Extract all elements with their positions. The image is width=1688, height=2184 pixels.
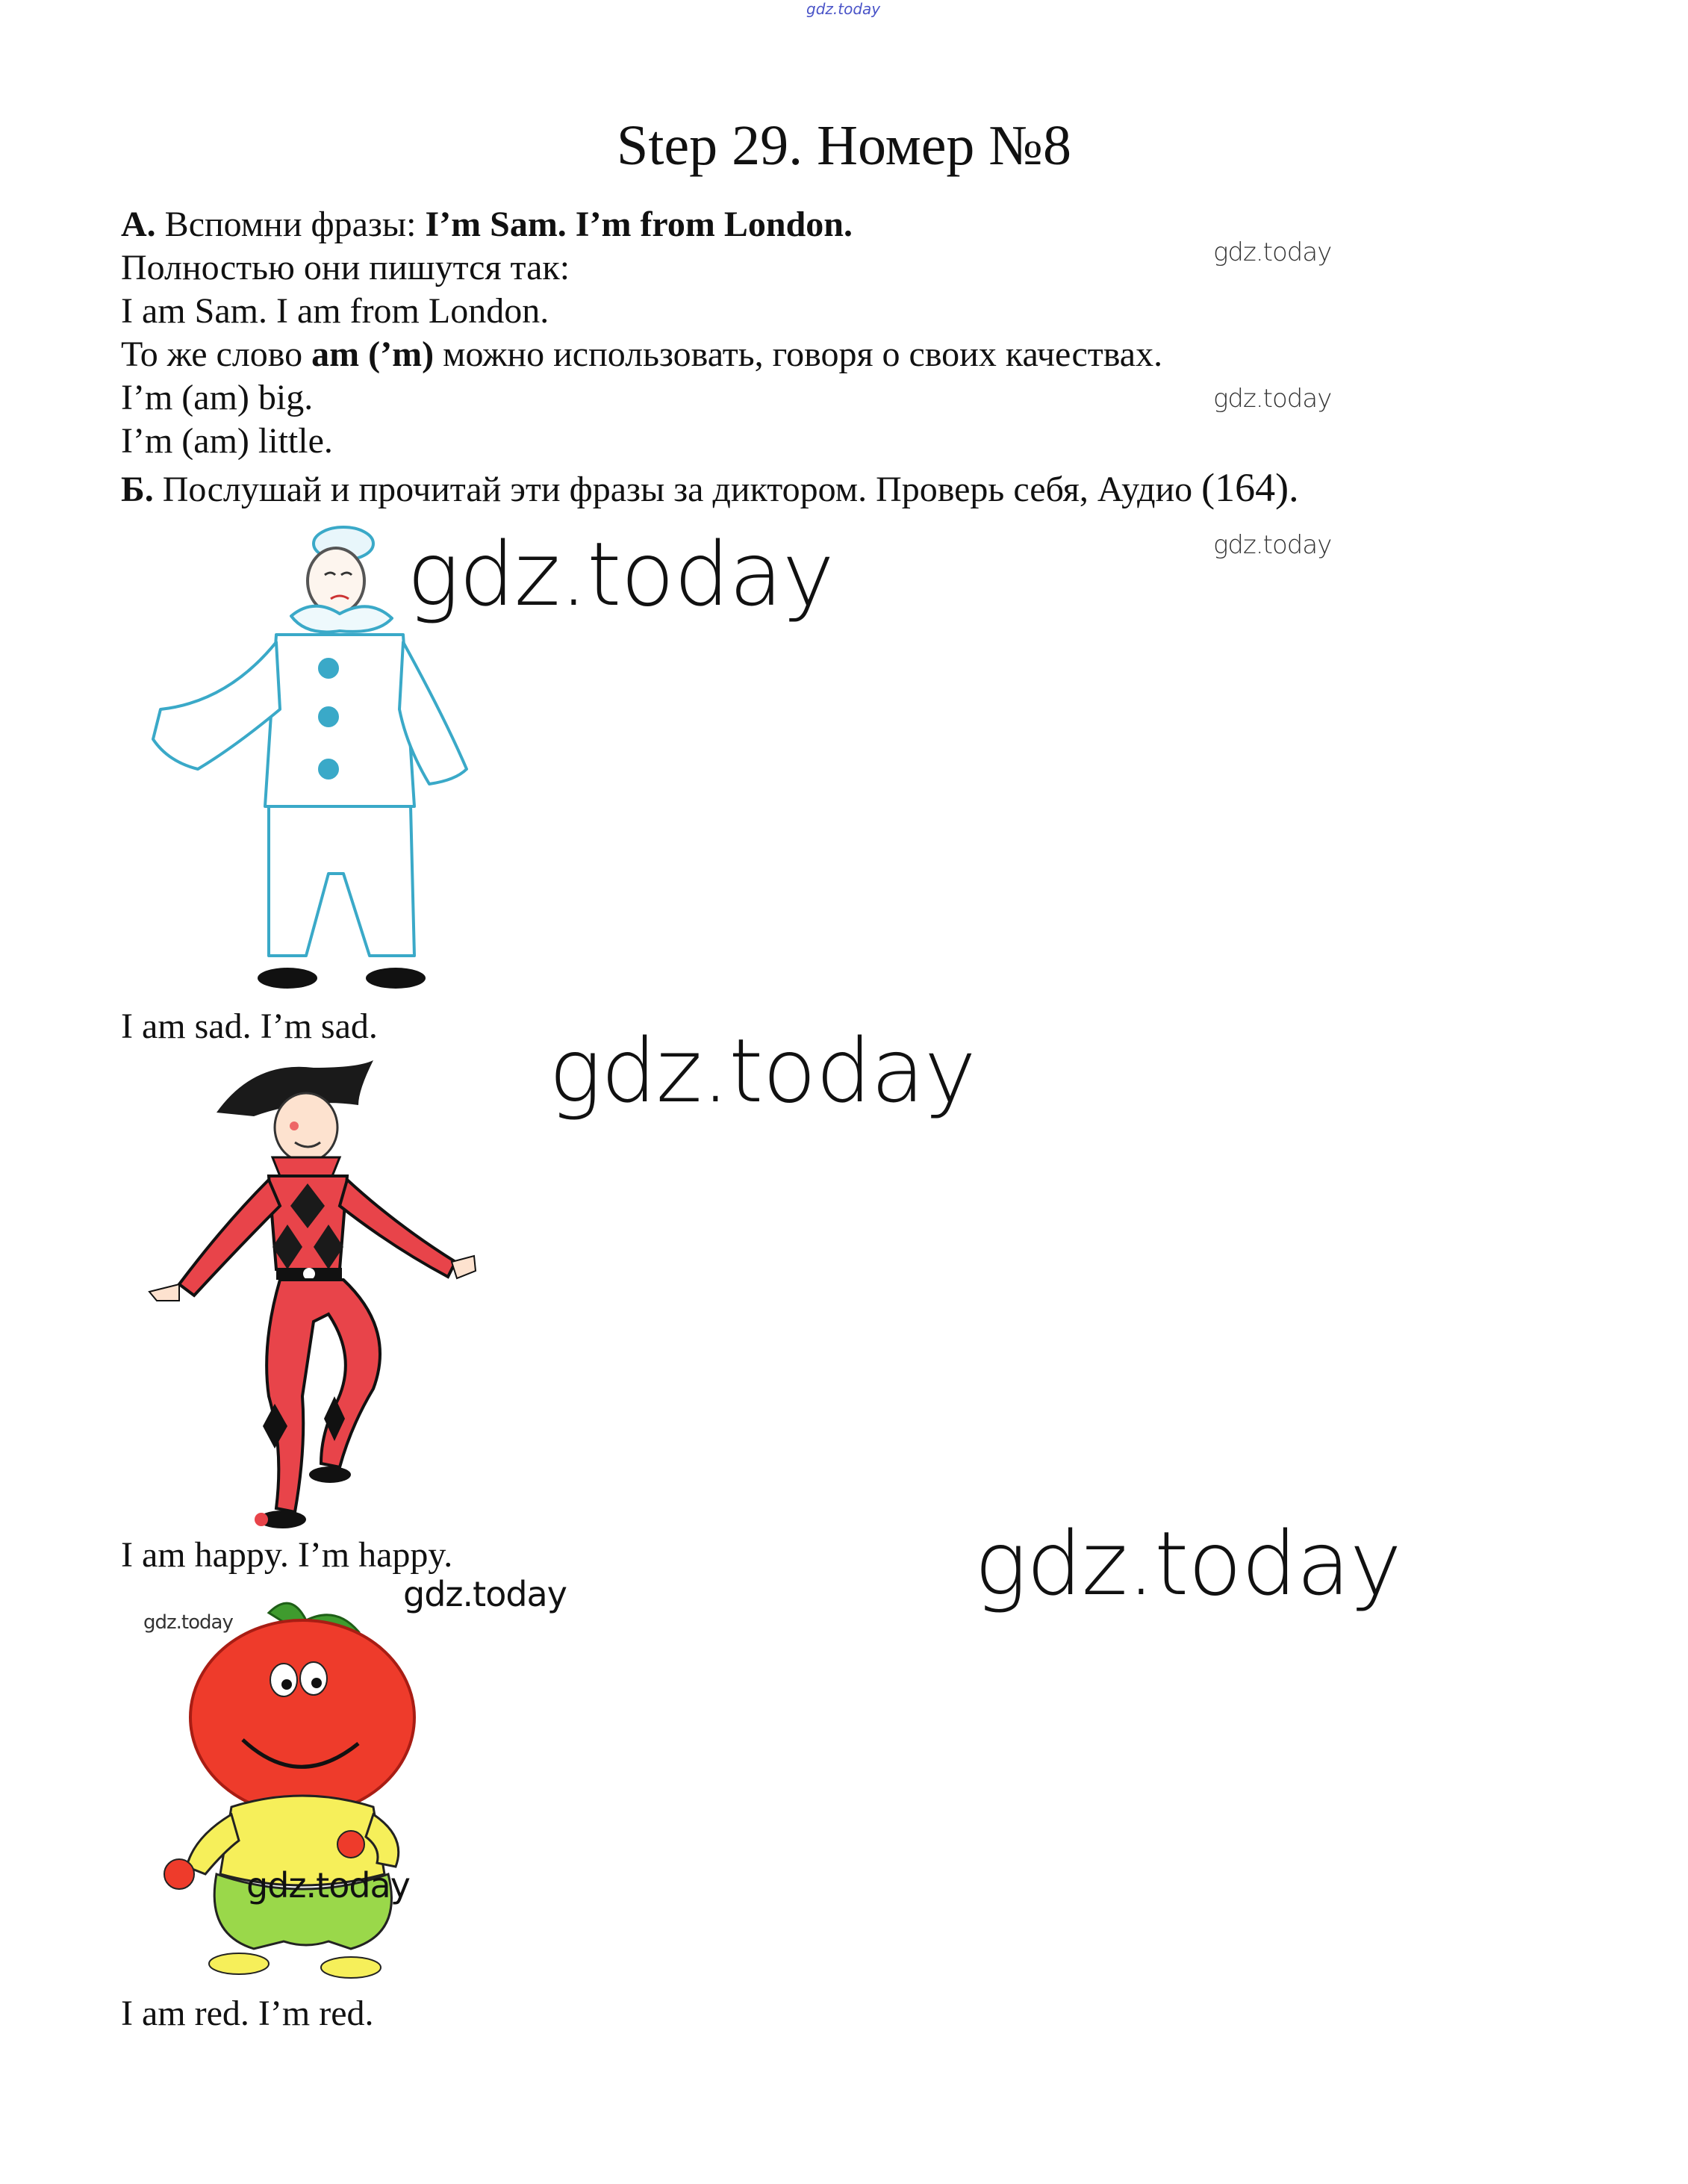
section-a-line-2: Полностью они пишутся так: bbox=[121, 248, 570, 287]
watermark-big-3: gdz.today bbox=[974, 1512, 1401, 1615]
caption-happy: I am happy. I’m happy. bbox=[121, 1535, 453, 1575]
watermark-mid-1: gdz.today bbox=[403, 1574, 567, 1614]
section-a-line-4-post: можно использовать, говоря о своих качествах. bbox=[443, 335, 1163, 374]
section-b-audio: (164). bbox=[1201, 465, 1299, 510]
section-a-line-4-bold: am (’m) bbox=[311, 335, 435, 374]
section-a-line-4-pre: То же слово bbox=[121, 335, 303, 374]
section-a-line-5: I’m (am) big. bbox=[121, 378, 314, 417]
section-b-text: Послушай и прочитай эти фразы за диктором. Проверь себя, Аудио bbox=[162, 470, 1193, 509]
tomato-illustration bbox=[127, 1590, 455, 1986]
section-a-line-1 bbox=[121, 203, 853, 246]
page-title: Step 29. Номер №8 bbox=[617, 114, 1071, 177]
watermark-tiny-1: gdz.today bbox=[143, 1611, 233, 1634]
top-watermark: gdz.today bbox=[806, 0, 881, 18]
watermark-big-1: gdz.today bbox=[407, 523, 834, 626]
section-a-line-3: I am Sam. I am from London. bbox=[121, 291, 549, 331]
harlequin-illustration bbox=[134, 1045, 478, 1538]
section-a-line-4 bbox=[121, 333, 1162, 376]
section-a-line-6: I’m (am) little. bbox=[121, 421, 333, 461]
watermark-right-1: gdz.today bbox=[1213, 237, 1332, 267]
section-a-phrases: I’m Sam. I’m from London. bbox=[425, 205, 853, 244]
watermark-right-2: gdz.today bbox=[1213, 384, 1332, 414]
caption-red: I am red. I’m red. bbox=[121, 1994, 374, 2033]
section-a-intro: Вспомни фразы: bbox=[164, 205, 417, 244]
watermark-mid-2: gdz.today bbox=[246, 1865, 410, 1905]
section-a-label: А. bbox=[121, 205, 156, 244]
section-b-line bbox=[121, 466, 1299, 511]
watermark-right-3: gdz.today bbox=[1213, 530, 1332, 560]
section-b-label: Б. bbox=[121, 470, 154, 509]
caption-sad: I am sad. I’m sad. bbox=[121, 1007, 378, 1046]
watermark-big-2: gdz.today bbox=[549, 1019, 976, 1122]
